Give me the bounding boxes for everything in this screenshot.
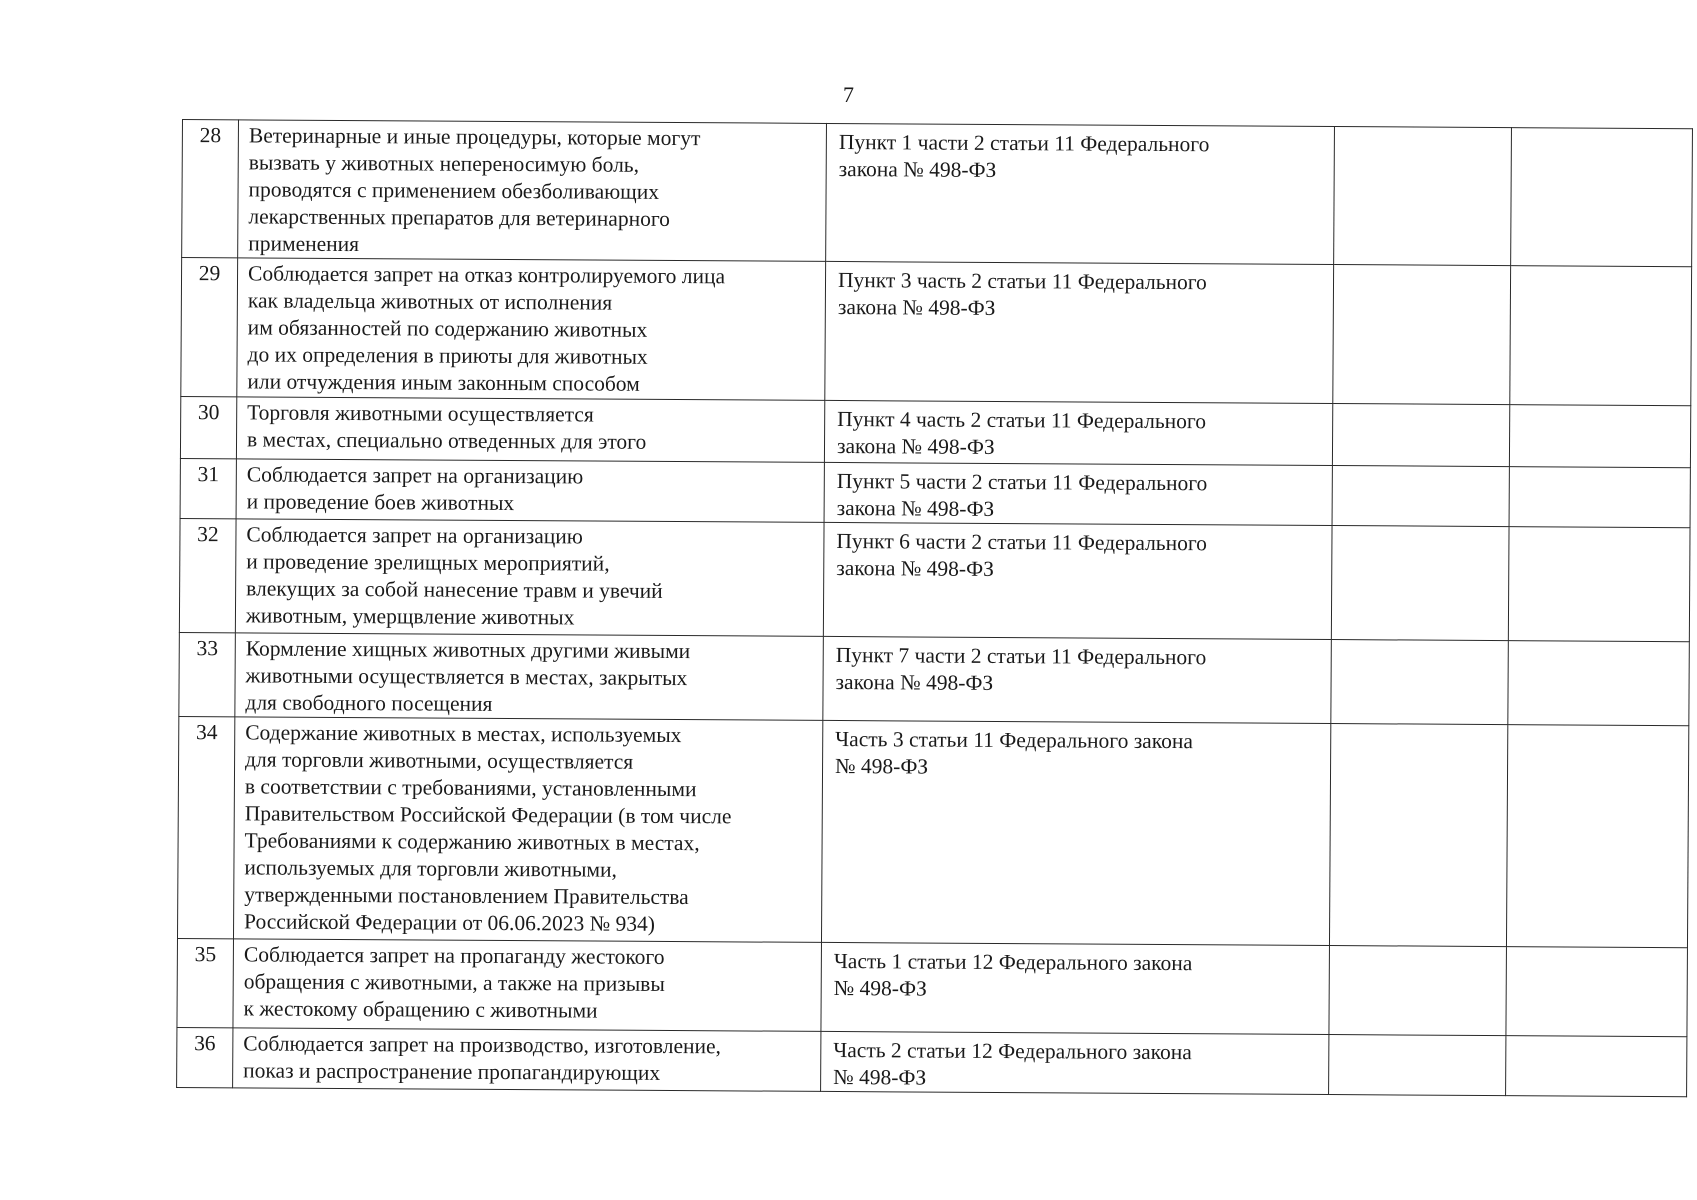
requirement-text: Кормление хищных животных другими живыми животными осуществляется в местах, закрытых для свободного посещения (235, 633, 824, 721)
row-number: 28 (182, 120, 239, 258)
empty-cell (1333, 265, 1511, 405)
empty-cell (1332, 466, 1509, 527)
empty-cell (1506, 1036, 1687, 1097)
table-row (177, 716, 1688, 947)
legal-reference: Часть 1 статьи 12 Федерального закона № 498-ФЗ (821, 942, 1330, 1034)
requirement-text: Соблюдается запрет на производство, изготовление, показ и распространение пропагандирующих (233, 1028, 821, 1092)
row-number: 30 (180, 396, 236, 458)
legal-reference: Пункт 4 часть 2 статьи 11 Федерального закона № 498-ФЗ (824, 400, 1332, 465)
table-row (179, 632, 1689, 725)
requirement-text: Соблюдается запрет на пропаганду жестокого обращения с животными, а также на призывы к жестокому обращению с животными (233, 939, 822, 1032)
requirement-text: Содержание животных в местах, используемых для торговли животными, осуществляется в соответствии с требованиями, установленными Правительством Российской Федерации (в том числе Требованиями к содержанию животных в местах, используемых для торговли животными, утвержденными постановлением Правительства Российской Федерации от 06.06.2023 № 934) (233, 717, 822, 943)
empty-cell (1329, 1035, 1506, 1096)
page-number: 7 (843, 82, 854, 107)
requirement-text: Ветеринарные и иные процедуры, которые могут вызвать у животных непереносимую боль, проводятся с применением обезболивающих лекарственных препаратов для ветеринарного применения (238, 120, 827, 262)
table-row (180, 396, 1690, 467)
table-row (177, 1027, 1687, 1096)
empty-cell (1331, 526, 1509, 641)
legal-reference: Пункт 7 части 2 статьи 11 Федерального закона № 498-ФЗ (823, 636, 1332, 723)
table-row (182, 120, 1693, 267)
empty-cell (1511, 128, 1693, 267)
row-number: 33 (179, 632, 236, 716)
requirement-text: Соблюдается запрет на организацию и проведение боев животных (236, 459, 824, 523)
empty-cell (1332, 404, 1509, 467)
row-number: 32 (179, 518, 236, 632)
legal-reference: Часть 3 статьи 11 Федерального закона № 498-ФЗ (821, 720, 1330, 945)
legal-reference: Пункт 5 части 2 статьи 11 Федерального закона № 498-ФЗ (824, 462, 1332, 525)
table-row (177, 938, 1688, 1036)
legal-reference: Пункт 1 части 2 статьи 11 Федерального закона № 498-ФЗ (826, 123, 1335, 264)
row-number: 35 (177, 938, 234, 1027)
requirements-table (176, 119, 1693, 1097)
table-row (181, 258, 1692, 406)
empty-cell (1509, 467, 1690, 528)
requirement-text: Соблюдается запрет на отказ контролируемого лица как владельца животных от исполнения им обязанностей по содержанию животных до их определения в приюты для животных или отчуждения иным законным способом (237, 258, 826, 401)
empty-cell (1329, 724, 1507, 947)
row-number: 29 (181, 258, 238, 397)
empty-cell (1510, 266, 1692, 406)
row-number: 31 (180, 458, 236, 518)
empty-cell (1508, 527, 1690, 642)
empty-cell (1506, 947, 1688, 1037)
empty-cell (1331, 640, 1509, 725)
legal-reference: Часть 2 статьи 12 Федерального закона № 498-ФЗ (821, 1031, 1329, 1094)
empty-cell (1329, 946, 1507, 1036)
table-row (180, 458, 1690, 527)
row-number: 36 (177, 1027, 233, 1087)
empty-cell (1509, 405, 1690, 468)
empty-cell (1334, 127, 1512, 266)
requirement-text: Соблюдается запрет на организацию и проведение зрелищных мероприятий, влекущих за собой нанесение травм и увечий животным, умерщвление животных (235, 519, 824, 637)
empty-cell (1508, 641, 1690, 726)
row-number: 34 (177, 716, 234, 938)
requirement-text: Торговля животными осуществляется в местах, специально отведенных для этого (236, 397, 824, 463)
table-row (179, 518, 1690, 641)
legal-reference: Пункт 6 части 2 статьи 11 Федерального закона № 498-ФЗ (823, 522, 1332, 639)
legal-reference: Пункт 3 часть 2 статьи 11 Федерального закона № 498-ФЗ (825, 261, 1334, 403)
empty-cell (1506, 725, 1688, 948)
